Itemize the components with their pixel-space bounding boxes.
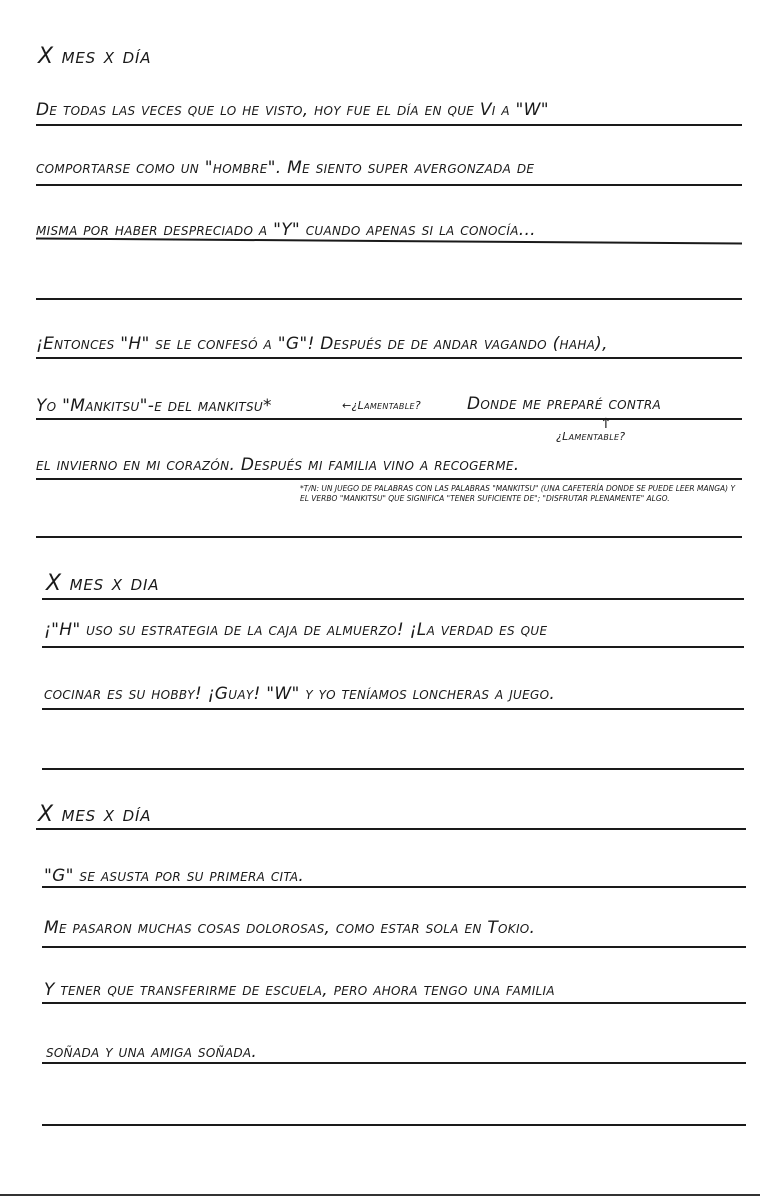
ruled-line	[42, 946, 746, 948]
entry-heading: X mes x dia	[46, 571, 160, 596]
ruled-line	[36, 536, 742, 538]
entry-line: comportarse como un "hombre". Me siento super avergonzada de	[36, 158, 535, 178]
entry-line: soñada y una amiga soñada.	[46, 1042, 258, 1062]
entry-line: misma por haber despreciado a "Y" cuando apenas si la conocía...	[36, 220, 536, 240]
ruled-line	[36, 124, 742, 126]
ruled-line	[42, 768, 744, 770]
entry-line: De todas las veces que lo he visto, hoy fue el día en que Vi a "W"	[36, 100, 549, 120]
ruled-line	[36, 184, 742, 186]
up-arrow-icon: ↑	[600, 416, 612, 432]
entry-heading: X mes x día	[38, 44, 152, 69]
translator-note: *T/N: UN JUEGO DE PALABRAS CON LAS PALABRAS "MANKITSU" (UNA CAFETERÍA DONDE SE PUEDE LEER MANGA) Y EL VERBO "MANKITSU" QUE SIGNIFICA "TENER SUFICIENTE DE"; "DISFRUTAR PLENAMENTE" ALGO.	[300, 484, 736, 503]
ruled-line	[36, 357, 742, 359]
ruled-line	[42, 598, 744, 600]
entry-line: Donde me preparé contra	[467, 394, 661, 414]
inline-note: ←¿Lamentable?	[342, 399, 421, 412]
ruled-line	[42, 646, 744, 648]
ruled-line	[42, 1002, 746, 1004]
entry-line: Me pasaron muchas cosas dolorosas, como estar sola en Tokio.	[44, 918, 536, 938]
entry-line: ¡Entonces "H" se le confesó a "G"! Después de de andar vagando (haha),	[36, 334, 608, 354]
ruled-line	[36, 478, 742, 480]
entry-line: Y tener que transferirme de escuela, pero ahora tengo una familia	[44, 980, 555, 1000]
ruled-line	[36, 298, 742, 300]
ruled-line	[42, 1124, 746, 1126]
above-note: ¿Lamentable?	[556, 430, 626, 443]
entry-line: cocinar es su hobby! ¡Guay! "W" y yo teníamos loncheras a juego.	[44, 684, 556, 704]
entry-line: el invierno en mi corazón. Después mi familia vino a recogerme.	[36, 455, 520, 475]
entry-line: Yo "Mankitsu"-e del mankitsu*	[36, 396, 272, 416]
ruled-line	[36, 418, 742, 420]
ruled-line	[42, 1062, 746, 1064]
entry-line: "G" se asusta por su primera cita.	[44, 866, 305, 886]
ruled-line	[36, 828, 746, 830]
entry-line: ¡"H" uso su estrategia de la caja de almuerzo! ¡La verdad es que	[44, 620, 548, 640]
entry-heading: X mes x día	[38, 802, 152, 827]
ruled-line	[42, 886, 746, 888]
page-bottom-border	[0, 1194, 760, 1196]
ruled-line	[42, 708, 744, 710]
